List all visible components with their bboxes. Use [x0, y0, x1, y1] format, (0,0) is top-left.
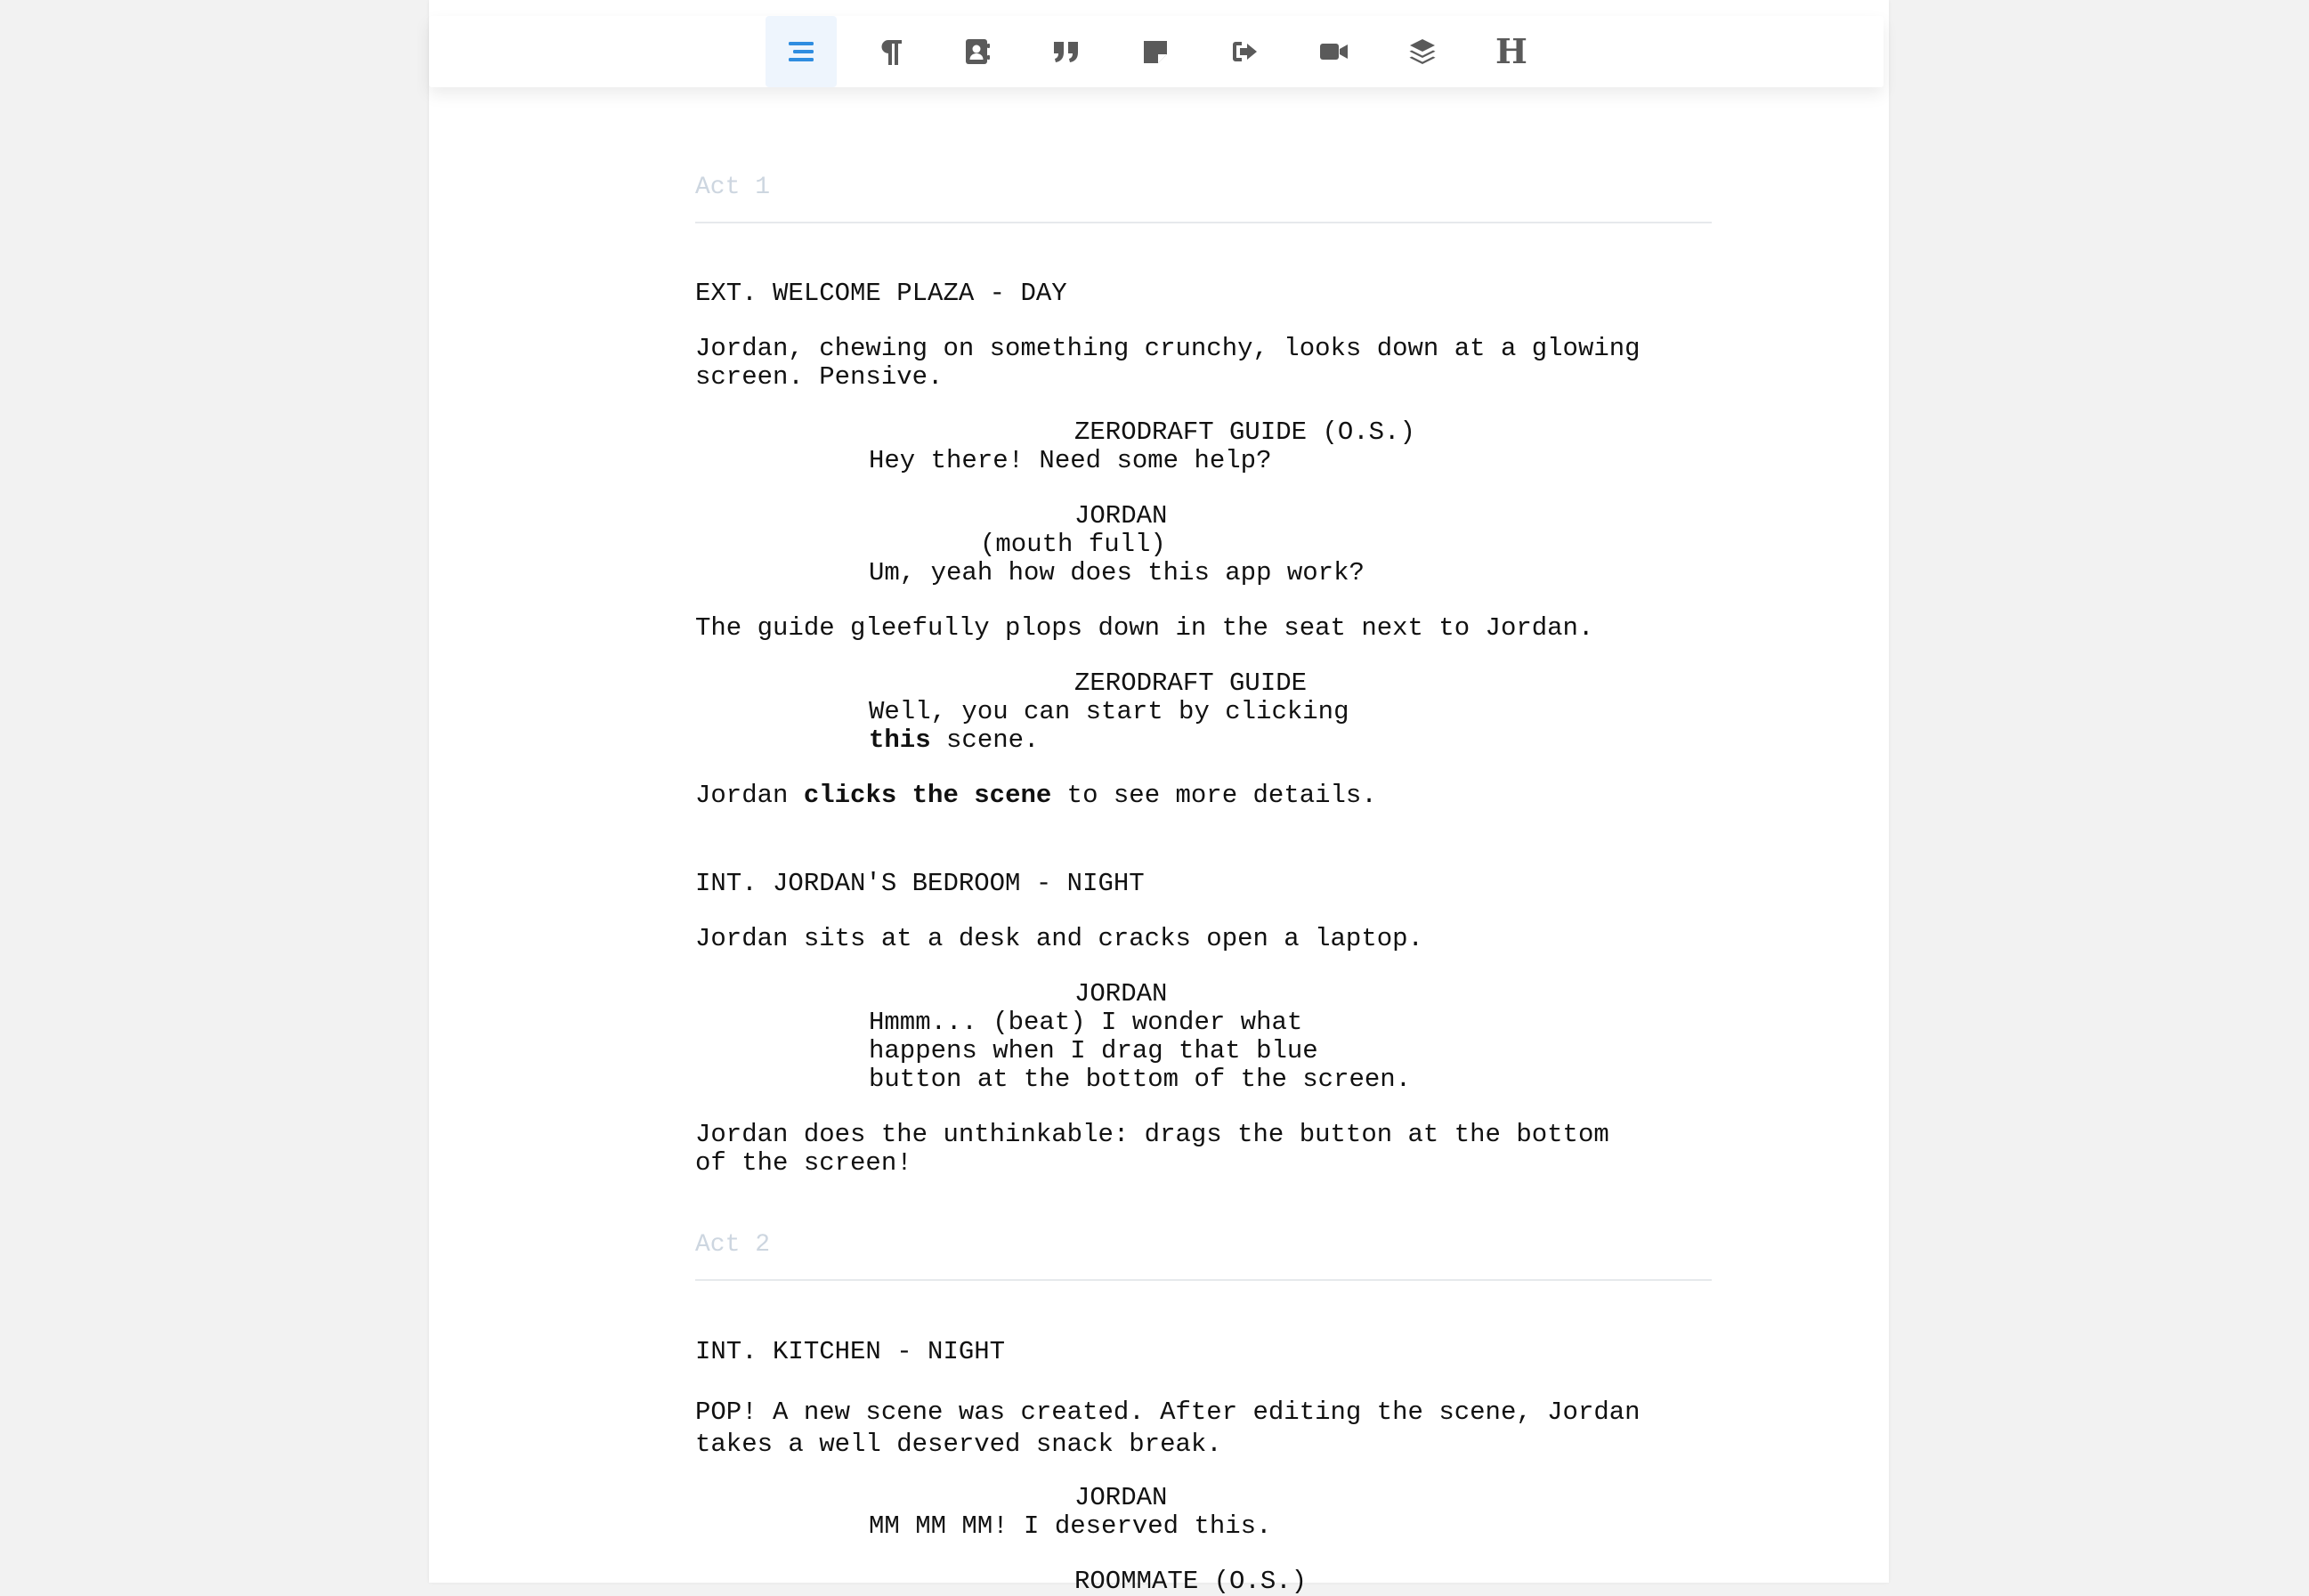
- outline-button[interactable]: [766, 16, 837, 87]
- scene-heading[interactable]: EXT. WELCOME PLAZA - DAY: [695, 279, 1067, 308]
- action-line: takes a well deserved snack break.: [695, 1430, 1222, 1459]
- bold-text: this: [869, 725, 931, 755]
- outline-icon: [786, 36, 816, 67]
- character-name: JORDAN: [1074, 979, 1168, 1009]
- character-name: ROOMMATE (O.S.): [1074, 1567, 1308, 1596]
- dialogue-text: scene.: [930, 725, 1040, 755]
- action-line: of the screen!: [695, 1148, 912, 1178]
- action-line: Jordan sits at a desk and cracks open a laptop.: [695, 924, 1423, 953]
- character-name: JORDAN: [1074, 1483, 1168, 1512]
- bold-text: clicks the scene: [803, 781, 1052, 810]
- character-name: ZERODRAFT GUIDE (O.S.): [1074, 417, 1415, 447]
- paragraph-icon: [875, 36, 905, 67]
- dialogue-line: Hmmm... (beat) I wonder what: [869, 1008, 1303, 1037]
- parenthetical: (mouth full): [980, 530, 1166, 559]
- action-text: to see more details.: [1051, 781, 1377, 810]
- action-line: The guide gleefully plops down in the seat next to Jordan.: [695, 613, 1594, 643]
- action-text: Jordan: [695, 781, 804, 810]
- act-heading: Act 2: [695, 1231, 771, 1259]
- transition-button[interactable]: [1209, 16, 1280, 87]
- action-line: Jordan, chewing on something crunchy, looks down at a glowing: [695, 334, 1641, 363]
- dialogue-line: Well, you can start by clicking: [869, 697, 1349, 726]
- dialogue-line: button at the bottom of the screen.: [869, 1065, 1412, 1094]
- layers-button[interactable]: [1387, 16, 1458, 87]
- dialogue-line: Um, yeah how does this app work?: [869, 558, 1365, 587]
- shot-button[interactable]: [1298, 16, 1369, 87]
- quote-icon: [1051, 36, 1082, 67]
- note-button[interactable]: [1120, 16, 1191, 87]
- act-divider: [695, 222, 1712, 223]
- character-button[interactable]: [942, 16, 1013, 87]
- action-line: screen. Pensive.: [695, 362, 944, 392]
- dialogue-line: happens when I drag that blue: [869, 1036, 1318, 1065]
- act-heading: Act 1: [695, 174, 771, 201]
- dialogue-button[interactable]: [1031, 16, 1102, 87]
- scene-heading[interactable]: INT. KITCHEN - NIGHT: [695, 1337, 1006, 1366]
- formatting-toolbar: [429, 16, 1884, 87]
- layers-icon: [1407, 36, 1438, 67]
- heading-icon: H: [1495, 31, 1527, 71]
- action-line: Jordan does the unthinkable: drags the button at the bottom: [695, 1120, 1609, 1149]
- action-button[interactable]: [855, 16, 926, 87]
- action-line: POP! A new scene was created. After editing the scene, Jordan: [695, 1398, 1641, 1427]
- video-camera-icon: [1318, 36, 1349, 67]
- action-line: [695, 782, 1377, 810]
- sign-out-icon: [1229, 36, 1260, 67]
- contact-card-icon: [962, 36, 992, 67]
- dialogue-line: MM MM MM! I deserved this.: [869, 1511, 1272, 1541]
- dialogue-line: Hey there! Need some help?: [869, 446, 1272, 475]
- heading-button[interactable]: [1476, 16, 1547, 87]
- character-name: JORDAN: [1074, 501, 1168, 531]
- act-divider: [695, 1279, 1712, 1281]
- sticky-note-icon: [1140, 36, 1171, 67]
- character-name: ZERODRAFT GUIDE: [1074, 668, 1308, 698]
- dialogue-line: [869, 726, 1039, 755]
- scene-heading[interactable]: INT. JORDAN'S BEDROOM - NIGHT: [695, 869, 1145, 898]
